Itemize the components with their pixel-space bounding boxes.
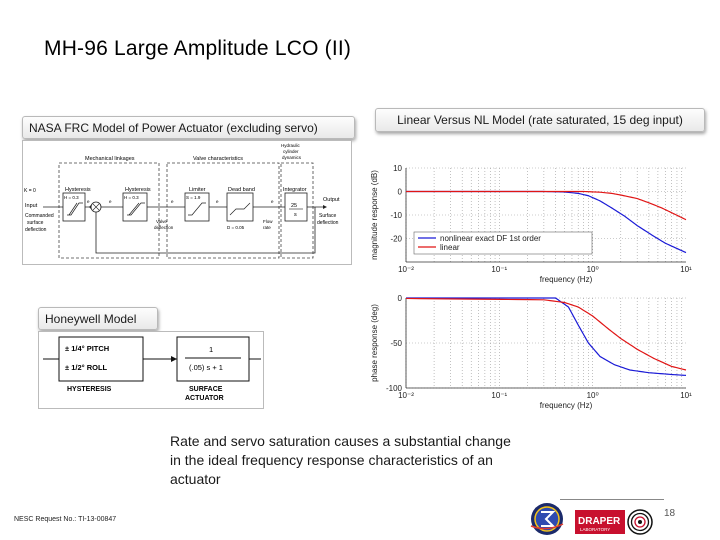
- phase-response-plot: [368, 292, 698, 414]
- valve-group: [167, 163, 279, 258]
- svg-text:D = 0.05: D = 0.05: [227, 225, 245, 230]
- hyst2-label: Hysteresis: [125, 187, 151, 193]
- page-number: 18: [664, 508, 676, 519]
- x-tick-label: 10⁰: [586, 265, 599, 274]
- output-label: Output: [323, 197, 340, 203]
- svg-text:DRAPER: DRAPER: [578, 516, 621, 527]
- mech-label: Mechanical linkages: [85, 156, 135, 162]
- svg-text:Flow: Flow: [263, 219, 273, 224]
- footer-divider: [560, 499, 664, 500]
- svg-text:1: 1: [209, 345, 214, 354]
- svg-text:e: e: [87, 199, 90, 204]
- series-line-linear: [406, 298, 686, 370]
- deadband-label: Dead band: [228, 187, 255, 193]
- y-tick-label: 10: [393, 164, 402, 173]
- y-tick-label: -100: [385, 384, 402, 393]
- nasa-block-diagram: [22, 140, 352, 265]
- y-tick-label: -10: [390, 211, 402, 220]
- svg-text:25: 25: [291, 203, 298, 209]
- svg-text:± 1/2° ROLL: ± 1/2° ROLL: [65, 363, 108, 372]
- hyd-label-1: Hydraulic: [281, 143, 300, 148]
- svg-text:e: e: [171, 199, 174, 204]
- svg-text:SURFACE: SURFACE: [189, 386, 223, 393]
- x-axis-label: frequency (Hz): [539, 401, 593, 410]
- y-axis-label: phase response (deg): [370, 304, 379, 382]
- series-line-linear: [406, 192, 686, 220]
- hyd-label-3: dynamics: [282, 155, 302, 160]
- y-tick-label: 0: [397, 187, 402, 197]
- caption-text: Rate and servo saturation causes a substantial change in the ideal frequency response characteristics of an actuator: [170, 433, 511, 487]
- integrator-label: Integrator: [283, 187, 307, 193]
- svg-text:ACTUATOR: ACTUATOR: [185, 395, 224, 402]
- honeywell-model-label: Honeywell Model: [38, 307, 158, 330]
- cmd-label-3: deflection: [25, 227, 47, 233]
- svg-text:Surface: Surface: [319, 213, 337, 219]
- nasa-model-label: NASA FRC Model of Power Actuator (excluding servo): [22, 116, 355, 139]
- x-tick-label: 10⁻²: [398, 391, 414, 400]
- svg-text:s: s: [294, 212, 297, 218]
- legend-entry: linear: [440, 243, 460, 252]
- hyst1-label: Hysteresis: [65, 187, 91, 193]
- cmd-label-2: surface: [27, 220, 44, 226]
- y-tick-label: -50: [390, 339, 402, 348]
- y-axis-label: magnitude response (dB): [370, 170, 379, 260]
- honeywell-block-diagram: [38, 331, 264, 409]
- svg-text:(.05) s + 1: (.05) s + 1: [189, 363, 223, 372]
- svg-text:e: e: [271, 199, 274, 204]
- surface-actuator-block: [177, 337, 249, 381]
- x-axis-label: frequency (Hz): [539, 275, 593, 284]
- svg-text:rate: rate: [263, 225, 271, 230]
- linear-vs-nl-label: Linear Versus NL Model (rate saturated, 15 deg input): [375, 108, 705, 132]
- x-tick-label: 10⁻¹: [491, 265, 508, 274]
- hyd-label-2: cylinder: [283, 149, 299, 154]
- x-tick-label: 10¹: [680, 391, 692, 400]
- dead-band-block: [227, 193, 253, 221]
- cmd-label-1: Commanded: [25, 213, 54, 219]
- request-number: NESC Request No.: TI-13-00847: [14, 516, 117, 523]
- svg-text:H = 0.3: H = 0.3: [124, 195, 139, 200]
- svg-text:deflection: deflection: [154, 225, 174, 230]
- draper-logo: [575, 507, 655, 537]
- magnitude-response-plot: [368, 162, 698, 292]
- x-tick-label: 10⁻²: [398, 265, 414, 274]
- svg-text:± 1/4° PITCH: ± 1/4° PITCH: [65, 344, 110, 353]
- svg-text:e: e: [216, 199, 219, 204]
- svg-text:LABORATORY: LABORATORY: [580, 527, 611, 532]
- svg-text:H = 0.3: H = 0.3: [64, 195, 79, 200]
- svg-text:deflection: deflection: [317, 220, 339, 226]
- page-title: MH-96 Large Amplitude LCO (II): [44, 37, 352, 60]
- input-label: Input: [25, 203, 38, 209]
- y-tick-label: -20: [390, 234, 402, 244]
- nesc-logo: [527, 502, 567, 536]
- x-tick-label: 10⁰: [586, 391, 599, 400]
- svg-text:e: e: [109, 199, 112, 204]
- limiter-label: Limiter: [189, 187, 206, 193]
- svg-text:Valve: Valve: [156, 219, 167, 224]
- x-tick-label: 10¹: [680, 265, 692, 274]
- x-tick-label: 10⁻¹: [491, 391, 508, 400]
- svg-text:S = 1.9: S = 1.9: [186, 195, 201, 200]
- valve-label: Valve characteristics: [193, 156, 244, 162]
- series-line-nonlinear: [406, 298, 686, 375]
- y-tick-label: 0: [397, 294, 402, 303]
- hysteresis-caption: HYSTERESIS: [67, 386, 112, 393]
- k-label: K = 0: [24, 188, 36, 194]
- legend-entry: nonlinear exact DF 1st order: [440, 234, 541, 243]
